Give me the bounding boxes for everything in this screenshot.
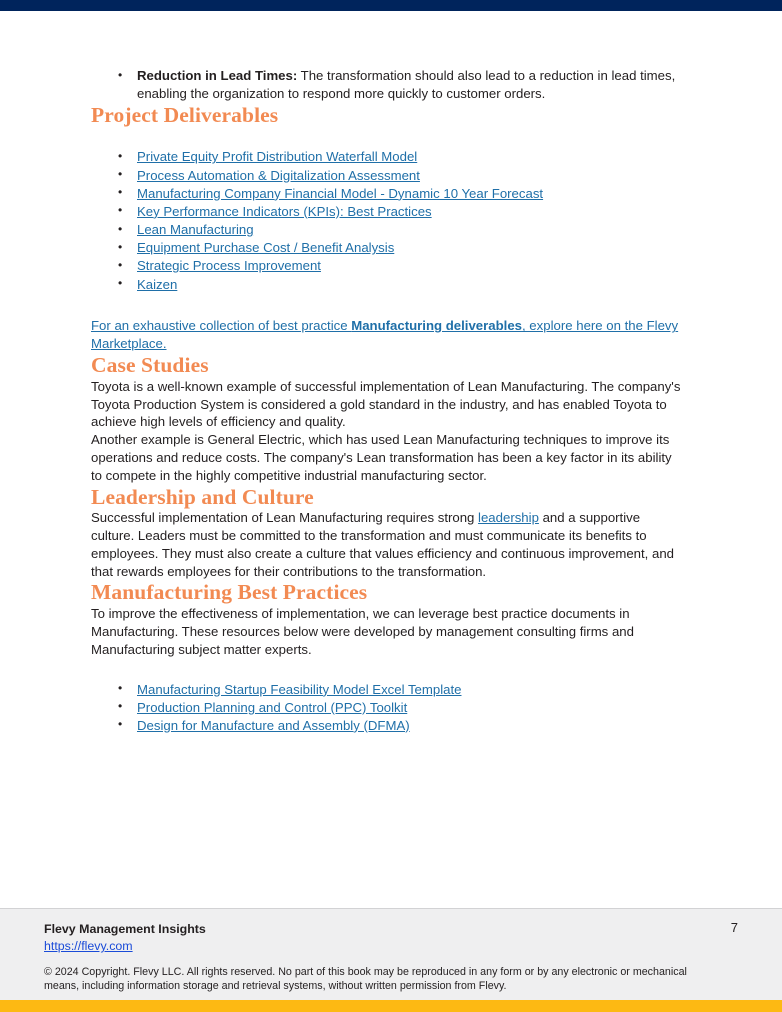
section-heading-leadership-and-culture: Leadership and Culture	[91, 484, 314, 509]
leadership-text-after-link: and a supportive culture. Leaders must be committed to the transformation and must communicate its benefits to employees. They must also create a culture that values efficiency and continuous improvement, and that rewards employees for their contributions to the transformation.	[91, 510, 675, 579]
bullet-bold-label: Reduction in Lead Times:	[137, 68, 298, 83]
list-item	[91, 185, 685, 203]
best-practices-paragraph: To improve the effectiveness of implementation, we can leverage best practice documents in Manufacturing. These resources below were developed by management consulting firms and Manufacturing subject matter experts.	[91, 606, 634, 657]
bottom-decorative-bar	[0, 1000, 782, 1012]
list-item	[91, 203, 685, 221]
deliverable-link-kaizen[interactable]: Kaizen	[137, 276, 178, 292]
best-practice-link-manufacturing-startup-feasibility-model[interactable]: Manufacturing Startup Feasibility Model Excel Template	[137, 681, 462, 697]
deliverable-link-key-performance-indicators-best-practices[interactable]: Key Performance Indicators (KPIs): Best Practices	[137, 203, 432, 219]
list-item	[91, 257, 685, 275]
deliverable-link-process-automation-digitalization-assessment[interactable]: Process Automation & Digitalization Assessment	[137, 167, 420, 183]
best-practices-link-list	[91, 681, 685, 735]
footer-brand-name: Flevy Management Insights	[44, 922, 206, 936]
leadership-inline-link[interactable]: leadership	[478, 510, 539, 526]
list-item	[91, 239, 685, 257]
bullet-text: The transformation should also lead to a reduction in lead times, enabling the organization to respond more quickly to customer orders.	[137, 68, 676, 101]
case-studies-paragraph-toyota: Toyota is a well-known example of successful implementation of Lean Manufacturing. The company's Toyota Production System is considered a gold standard in the industry, and has enabled Toyota to achieve high levels of efficiency and quality.	[91, 378, 681, 430]
list-item	[91, 699, 685, 717]
deliverable-link-manufacturing-company-financial-model[interactable]: Manufacturing Company Financial Model - Dynamic 10 Year Forecast	[137, 185, 544, 201]
footer-brand-block	[44, 920, 738, 954]
flevy-marketplace-link[interactable]	[91, 317, 684, 353]
page-content	[91, 67, 685, 735]
deliverable-link-strategic-process-improvement[interactable]: Strategic Process Improvement	[137, 258, 321, 274]
list-item	[91, 148, 685, 166]
footer-website-link[interactable]: https://flevy.com	[44, 939, 133, 953]
page-footer	[0, 908, 782, 1000]
marketplace-note-before: For an exhaustive collection of best practice	[91, 318, 352, 334]
marketplace-note-after: , explore here on the Flevy Marketplace.	[91, 318, 679, 352]
page-canvas	[0, 11, 782, 908]
best-practice-link-design-for-manufacture-and-assembly[interactable]: Design for Manufacture and Assembly (DFMA)	[137, 717, 410, 733]
leadership-text-before-link: Successful implementation of Lean Manufacturing requires strong	[91, 510, 479, 526]
deliverable-link-lean-manufacturing[interactable]: Lean Manufacturing	[137, 222, 254, 238]
list-item	[91, 67, 685, 103]
top-decorative-bar	[0, 0, 782, 11]
section-heading-manufacturing-best-practices: Manufacturing Best Practices	[91, 580, 368, 605]
list-item	[91, 717, 685, 735]
list-item	[91, 221, 685, 239]
leadership-paragraph	[91, 509, 685, 580]
page-number: 7	[730, 920, 738, 935]
footer-copyright-text: © 2024 Copyright. Flevy LLC. All rights reserved. No part of this book may be reproduced in any form or by any electronic or mechanical means, including information storage and retrieval systems, without written permission from Flevy.	[44, 966, 687, 993]
deliverables-link-list	[91, 148, 685, 293]
marketplace-note-bold: Manufacturing deliverables	[351, 318, 522, 334]
section-heading-case-studies: Case Studies	[91, 353, 209, 378]
section-heading-project-deliverables: Project Deliverables	[91, 102, 279, 127]
list-item	[91, 276, 685, 294]
best-practice-link-production-planning-and-control-toolkit[interactable]: Production Planning and Control (PPC) Toolkit	[137, 699, 408, 715]
list-item	[91, 681, 685, 699]
deliverable-link-private-equity-profit-distribution-waterfall-model[interactable]: Private Equity Profit Distribution Waterfall Model	[137, 149, 418, 165]
intro-bullet-list	[91, 67, 685, 103]
deliverable-link-equipment-purchase-cost-benefit-analysis[interactable]: Equipment Purchase Cost / Benefit Analysis	[137, 240, 395, 256]
list-item	[91, 167, 685, 185]
case-studies-paragraph-general-electric: Another example is General Electric, which has used Lean Manufacturing techniques to improve its operations and reduce costs. The company's Lean transformation has been a key factor in its ability to compete in the highly competitive industrial manufacturing sector.	[91, 432, 672, 483]
